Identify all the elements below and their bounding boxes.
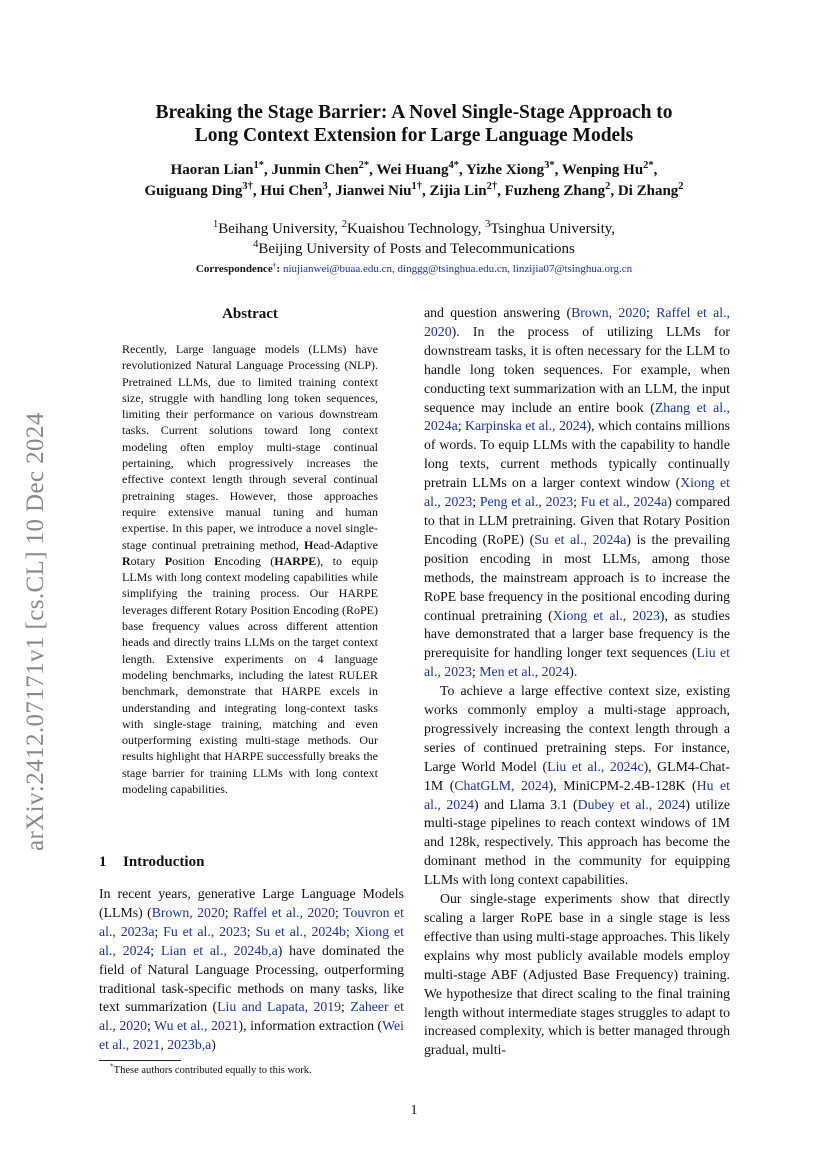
method-name-text: osition <box>172 553 215 568</box>
author-name: Wenping Hu <box>561 162 644 178</box>
citation-link[interactable]: Su et al., 2024b <box>255 923 346 939</box>
citation-link[interactable]: Wu et al., 2021 <box>154 1018 239 1034</box>
author-line-1: Haoran Lian$^{1*}$, Junmin Chen$^{2*}$, Wei Huang$^{4*}$, Yizhe Xiong$^{3*}$, Wenping $Hu^{2*}$, <box>170 160 658 178</box>
citation-link[interactable]: Fu et al., 2023 <box>163 923 247 939</box>
citation-link[interactable]: ChatGLM, 2024 <box>454 777 549 793</box>
author-name: Zijia Lin <box>429 183 487 199</box>
body-text: ) and Llama 3.1 ( <box>473 796 578 812</box>
method-name-initial: H <box>304 537 314 552</box>
citation-link[interactable]: Xiong et al., 2024 <box>99 923 404 958</box>
body-text: ). <box>569 664 578 680</box>
body-text: ) is the prevailing position encoding in most LLMs, among those methods, the mainstream approach is to increase the RoPE base frequency in the positional encoding during continual pretraining ( <box>424 531 731 623</box>
body-text: ; <box>335 904 344 920</box>
citation-link[interactable]: Liu et al., 2023 <box>424 645 730 680</box>
section-number: 1 <box>99 854 107 870</box>
method-name-initial: E <box>214 553 223 568</box>
author-name: Junmin Chen <box>271 162 359 178</box>
method-name-initial: P <box>164 553 173 568</box>
abstract-text: Recently, Large language models (LLMs) have revolutionized Natural Language Processing (NLP). Pretrained LLMs, due to limited training context size, struggle with handling long token sequences, limiting their performance on various downstream tasks. Current solutions toward long context modeling often employ multi-stage continual pertaining, which progressively increases the effective context length through several continual pretraining stages. However, those approaches require extensive manual tuning and human expertise. In this paper, we introduce a novel single-stage continual pretraining method, <box>122 342 378 552</box>
citation-link[interactable]: Men et al., 2024 <box>479 664 570 680</box>
body-text: ; <box>472 494 480 510</box>
body-text: ) compared to that in LLM pretraining. Given that Rotary Position Encoding (RoPE) ( <box>424 494 730 547</box>
body-text: Our single-stage experiments show that directly scaling a larger RoPE base in a single stage is less effective than using multi-stage approaches. This likely explains why most publicly available models employ multi-stage ABF (Adjusted Base Frequency) training. We hypothesize that direct scaling to the final training length without intermediate stages struggles to adapt to increased complexity, which is better managed through gradual, multi- <box>424 891 730 1058</box>
method-acronym: HARPE <box>274 553 317 568</box>
body-text: ) <box>211 1037 216 1053</box>
correspondence-emails[interactable]: niujianwei@buaa.edu.cn, dinggg@tsinghua.edu.cn, linzijia07@tsinghua.org.cn <box>282 263 633 275</box>
body-text: ; <box>224 904 234 920</box>
arxiv-identifier-stamp: arXiv:2412.07171v1 [cs.CL] 10 Dec 2024 <box>22 412 49 851</box>
author-name: Hui Chen <box>260 183 323 199</box>
section-title: Introduction <box>123 854 205 870</box>
citation-link[interactable]: Lian et al., 2024b,a <box>160 942 278 958</box>
correspondence-label: Correspondence <box>195 263 273 275</box>
body-text: ) utilize multi-stage pipelines to reach context windows of 1M and 128k, respectively. This approach has become the dominant method in the community for equipping LLMs with long context capabilities. <box>424 796 730 888</box>
correspondence-line <box>80 260 748 275</box>
author-affiliation-mark: 1† <box>411 181 423 192</box>
body-text: and question answering ( <box>424 305 572 320</box>
citation-link[interactable]: 2023b,a <box>167 1037 212 1053</box>
body-text: ) have dominated the field of Natural Language Processing, outperforming traditional task-specific methods on many tasks, like text summarization ( <box>99 942 404 1015</box>
citation-link[interactable]: Touvron et al., 2023a <box>99 904 404 939</box>
body-text: In recent years, generative Large Language Models (LLMs) ( <box>99 886 404 920</box>
paragraph <box>424 682 730 890</box>
paragraph <box>424 890 730 1060</box>
method-name-text: ncoding ( <box>222 553 275 568</box>
author-affiliation-mark: 2* <box>643 160 654 171</box>
citation-link[interactable]: Hu et al., 2024 <box>424 777 730 812</box>
correspondence-colon: : <box>276 263 283 275</box>
affiliation-name: Tsinghua University, <box>490 221 616 237</box>
body-text: ), as studies have demonstrated that a larger base frequency is the prerequisite for handling longer text sequences ( <box>424 607 730 661</box>
body-text: ; <box>154 923 164 939</box>
affiliation-name: Beihang University, <box>218 221 342 237</box>
author-list <box>80 160 748 202</box>
abstract-text: ), to equip LLMs with long context modeling capabilities while simplifying the training process. Our HARPE leverages different Rotary Position Encoding (RoPE) base frequency values across different attention heads and directly trains LLMs on the target context length. Extensive experiments on 4 language modeling benchmarks, including the latest RULER benchmark, demonstrate that HARPE excels in understanding and integrating long-context tasks with single-stage training, matching and even outperforming existing multi-stage methods. Our results highlight that HARPE successfully breaks the stage barrier for training LLMs with long context modeling capabilities. <box>122 553 379 797</box>
affiliation-mark: 4 <box>253 239 259 250</box>
paragraph <box>424 304 730 682</box>
affiliation-mark: 3 <box>485 219 491 230</box>
body-text: ), which contains millions of words. To equip LLMs with the capability to handle long texts, current methods typically continually pretrain LLMs on a larger context window ( <box>424 418 730 491</box>
method-name-text: daptive <box>342 537 378 552</box>
citation-link[interactable]: Liu et al., 2024c <box>547 758 644 774</box>
affiliation-name: Kuaishou Technology, <box>347 221 486 237</box>
author-name: Fuzheng Zhang <box>504 183 606 199</box>
footnote-mark: * <box>110 1061 114 1071</box>
method-name-text: otary <box>130 553 165 568</box>
body-text: ; <box>573 494 581 510</box>
body-text: ). In the process of utilizing LLMs for downstream tasks, it is often necessary for the LLM to handle long token sequences. For example, when conducting text summarization with an LLM, the input sequence may include an entire book ( <box>424 323 730 415</box>
body-text: ; <box>341 999 351 1015</box>
affiliation-line-1 <box>80 219 748 239</box>
citation-link[interactable]: Su et al., 2024a <box>534 531 627 547</box>
body-text: ; <box>646 305 657 320</box>
author-affiliation-mark: 3* <box>544 160 555 171</box>
abstract-body <box>122 341 378 797</box>
body-text: ), information extraction ( <box>238 1018 383 1034</box>
author-name: Yizhe Xiong <box>465 162 545 178</box>
introduction-paragraph <box>99 885 404 1055</box>
paper-title <box>100 101 728 147</box>
author-line-2: Guiguang Ding$^{3\dagger}$, Hui Chen$^3$, Jianwei Niu$^{1\dagger}$, Zijia Lin$^{2\dagger}$, Fuzheng Zhang$^2$, Di Zhang$^2$ <box>144 181 684 199</box>
section-heading <box>99 854 204 871</box>
citation-link[interactable]: Fu et al., 2024a <box>580 494 668 510</box>
author-affiliation-mark: 2 <box>678 181 684 192</box>
body-text: ), GLM4-Chat-1M ( <box>424 758 730 793</box>
body-text: ), MiniCPM-2.4B-128K ( <box>548 777 697 793</box>
affiliations <box>80 219 748 259</box>
citation-link[interactable]: Zhang et al., 2024a <box>424 399 730 434</box>
method-name-text: ead- <box>313 537 334 552</box>
author-name: Di Zhang <box>617 183 679 199</box>
citation-link[interactable]: Peng et al., 2023 <box>479 494 574 510</box>
body-text: , <box>160 1037 168 1053</box>
author-name: Guiguang Ding <box>144 183 243 199</box>
citation-link[interactable]: Xiong et al., 2023 <box>424 475 730 510</box>
author-affiliation-mark: 3 <box>322 181 328 192</box>
affiliation-mark: 1 <box>212 219 219 230</box>
body-text: ; <box>147 1018 155 1034</box>
page-number: 1 <box>410 1103 418 1118</box>
author-affiliation-mark: 2* <box>358 160 370 171</box>
body-text: ; <box>150 942 161 958</box>
body-text: ; <box>345 923 355 939</box>
footnote-text: These authors contributed equally to this work. <box>113 1065 312 1076</box>
citation-link[interactable]: Xiong et al., 2023 <box>552 607 660 623</box>
author-affiliation-mark: 2 <box>605 181 611 192</box>
body-text: ; <box>457 418 466 434</box>
author-name: Haoran Lian <box>170 162 254 178</box>
affiliation-name: Beijing University of Posts and Telecommunications <box>258 241 575 257</box>
footnote <box>110 1061 312 1076</box>
title-line-1: Breaking the Stage Barrier: A Novel Single-Stage Approach to <box>155 102 673 123</box>
citation-link[interactable]: Raffel et al., 2020 <box>233 904 335 920</box>
citation-link[interactable]: Zaheer et al., 2020 <box>99 999 404 1034</box>
affiliation-mark: 2 <box>341 219 348 230</box>
method-name-initial: R <box>122 553 131 568</box>
author-name: Wei Huang <box>376 162 449 178</box>
abstract-heading: Abstract <box>222 306 278 322</box>
citation-link[interactable]: Brown, 2020 <box>151 904 225 920</box>
citation-link[interactable]: Raffel et al., 2020 <box>424 305 730 339</box>
title-line-2: Long Context Extension for Large Language Models <box>194 125 634 146</box>
affiliation-line-2 <box>80 239 748 259</box>
author-affiliation-mark: 2† <box>486 181 498 192</box>
author-affiliation-mark: 3† <box>242 181 253 192</box>
method-name-initial: A <box>334 537 343 552</box>
author-affiliation-mark: 1* <box>253 160 265 171</box>
citation-link[interactable]: Karpinska et al., 2024 <box>465 418 587 434</box>
body-text: To achieve a large effective context size, existing works commonly employ a multi-stage approach, progressively increasing the context length through a series of continued pretraining steps. For instance, Large World Model ( <box>424 683 730 774</box>
citation-link[interactable]: Wei et al., 2021 <box>99 1018 404 1053</box>
correspondence-mark: † <box>272 260 277 270</box>
citation-link[interactable]: Dubey et al., 2024 <box>577 796 686 812</box>
author-name: Jianwei Niu <box>335 183 412 199</box>
right-column <box>424 304 730 1060</box>
citation-link[interactable]: Brown, 2020 <box>571 305 647 320</box>
body-text: ; <box>471 664 480 680</box>
author-affiliation-mark: 4* <box>448 160 459 171</box>
citation-link[interactable]: Liu and Lapata, 2019 <box>217 999 342 1015</box>
body-text: ; <box>246 923 256 939</box>
